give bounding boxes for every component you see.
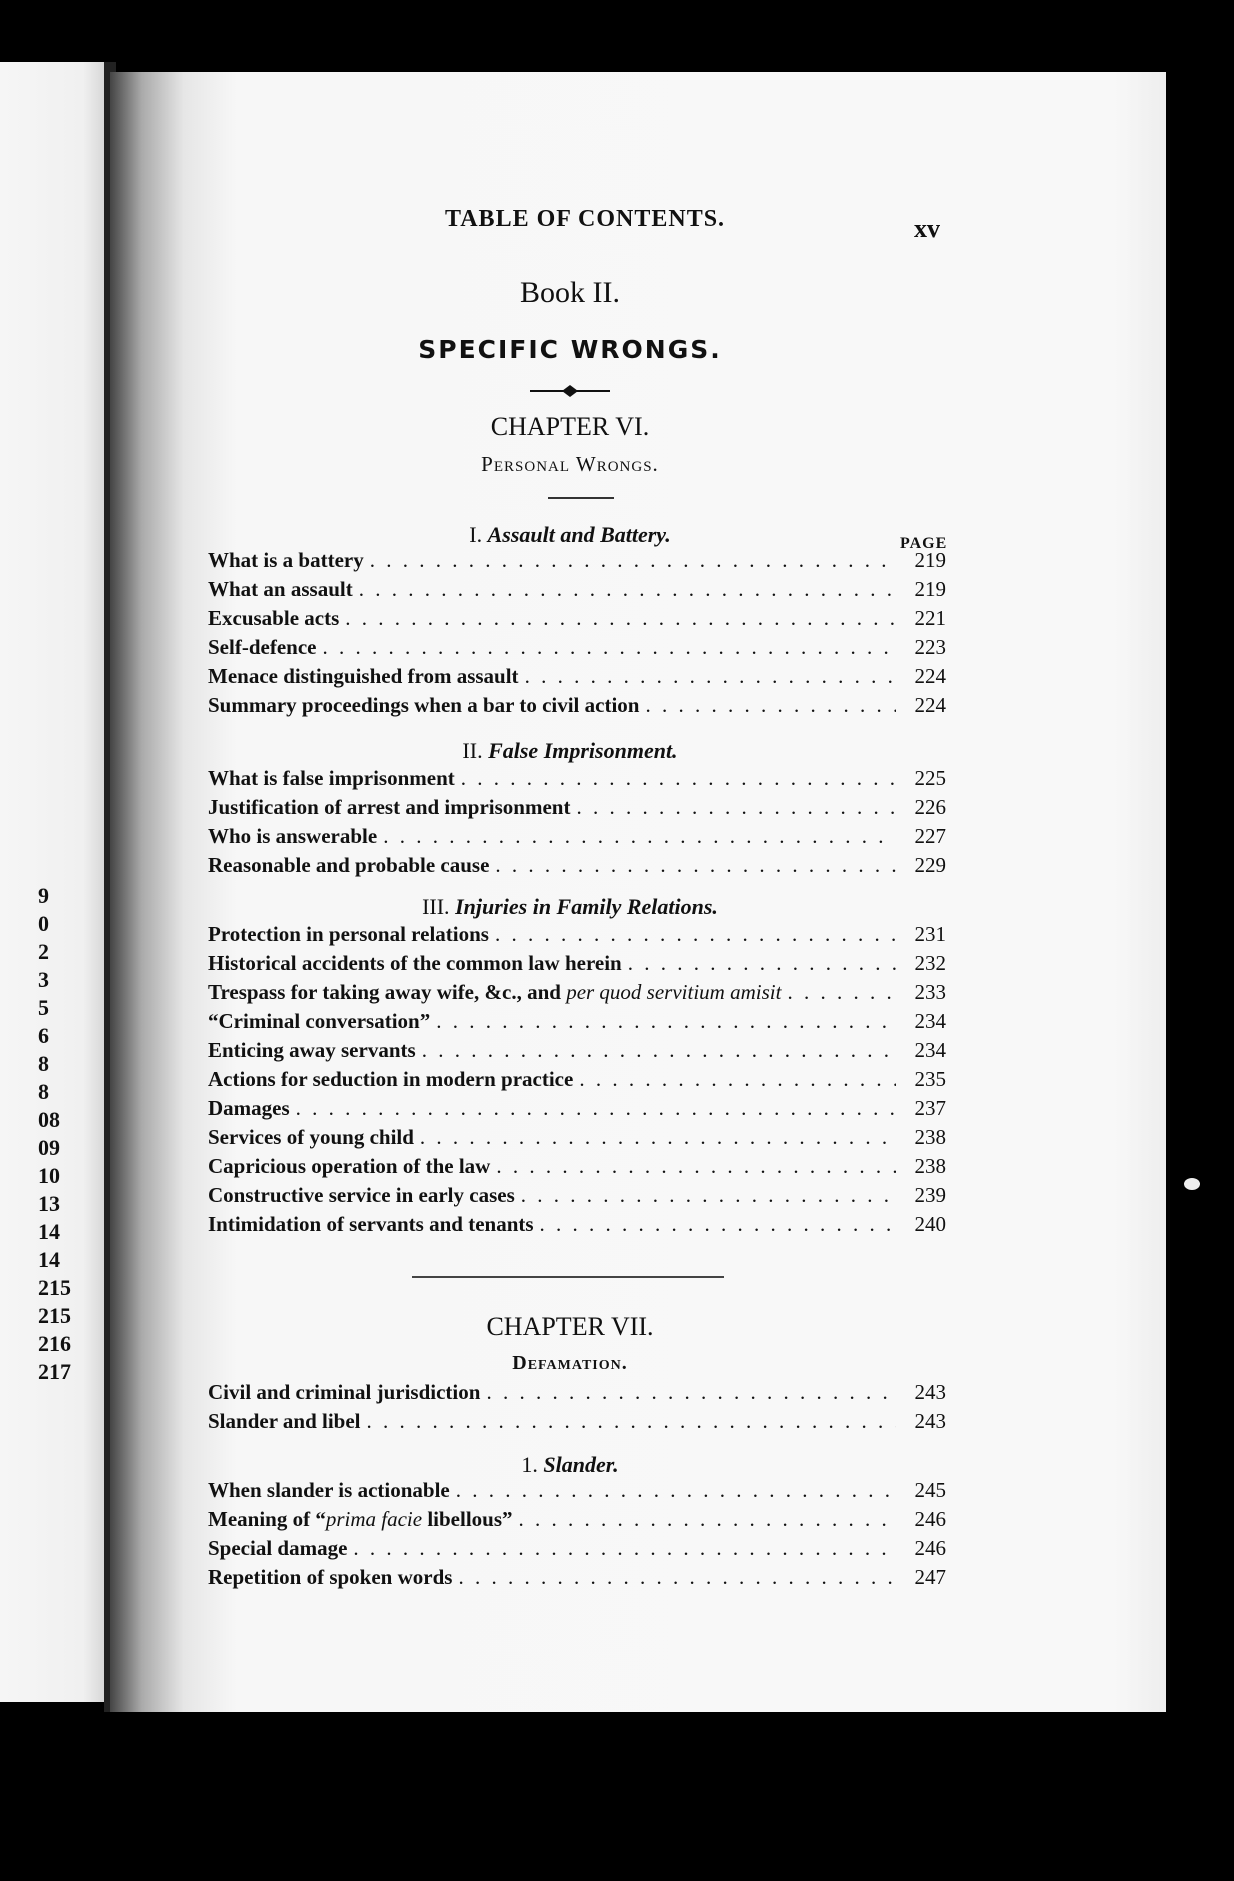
previous-page-number: 13 — [38, 1191, 60, 1216]
book-label: Book II. — [520, 276, 620, 309]
entry-list — [208, 548, 946, 722]
chapter-7-subtitle: Defamation. — [512, 1352, 628, 1374]
entry-page-number: 245 — [914, 1478, 946, 1502]
entry-label — [208, 1478, 450, 1503]
entry-page-number: 219 — [914, 548, 946, 572]
previous-page-number: 3 — [38, 967, 49, 992]
entry-latin-phrase: per quod servitium amisit — [566, 980, 782, 1004]
section-heading — [210, 1452, 930, 1478]
dot-leader — [458, 1565, 896, 1590]
dot-leader — [579, 1067, 896, 1092]
dot-leader — [787, 980, 896, 1005]
toc-entry — [208, 824, 946, 853]
previous-page-number: 6 — [38, 1023, 49, 1048]
toc-entry — [208, 1380, 946, 1409]
toc-entry — [208, 606, 946, 635]
previous-page-number: 215 — [38, 1303, 71, 1328]
entry-text: What is false imprisonment — [208, 766, 455, 790]
entry-label — [208, 766, 455, 791]
previous-page-number: 2 — [38, 939, 49, 964]
entry-label — [208, 1565, 452, 1590]
page-number: xv — [914, 214, 940, 243]
chapter-7-title: CHAPTER VII. — [486, 1312, 654, 1341]
entry-label — [208, 824, 377, 849]
entry-label — [208, 1154, 490, 1179]
section-heading — [210, 522, 930, 548]
entry-label — [208, 1096, 290, 1121]
ornament-divider — [210, 384, 930, 403]
entry-page-number: 238 — [914, 1125, 946, 1149]
entry-label — [208, 1536, 347, 1561]
previous-page-number: 215 — [38, 1275, 71, 1300]
entry-page-number: 234 — [914, 1009, 946, 1033]
toc-entry — [208, 766, 946, 795]
entry-label — [208, 1009, 430, 1034]
entry-page-number: 224 — [914, 664, 946, 688]
dot-leader — [359, 577, 896, 602]
entry-text: Menace distinguished from assault — [208, 664, 519, 688]
entry-page-number: 233 — [914, 980, 946, 1004]
entry-page-number: 227 — [914, 824, 946, 848]
entry-page-number: 221 — [914, 606, 946, 630]
toc-entry — [208, 1409, 946, 1438]
previous-page-number: 8 — [38, 1051, 49, 1076]
entry-label — [208, 980, 781, 1005]
entry-label — [208, 1380, 480, 1405]
entry-page-number: 232 — [914, 951, 946, 975]
section-heading — [210, 894, 930, 920]
entry-page-number: 235 — [914, 1067, 946, 1091]
toc-entry — [208, 1096, 946, 1125]
dot-leader — [495, 853, 896, 878]
dot-leader — [461, 766, 896, 791]
previous-page-number: 9 — [38, 883, 49, 908]
entry-page-number: 226 — [914, 795, 946, 819]
toc-entry — [208, 577, 946, 606]
toc-entry — [208, 853, 946, 882]
entry-label — [208, 606, 339, 631]
entry-text: Justification of arrest and imprisonment — [208, 795, 571, 819]
entry-label — [208, 548, 364, 573]
dot-leader — [645, 693, 896, 718]
dot-leader — [456, 1478, 896, 1503]
previous-page-numbers — [38, 882, 98, 1386]
dot-leader — [322, 635, 896, 660]
entry-page-number: 239 — [914, 1183, 946, 1207]
toc-entry — [208, 1183, 946, 1212]
entry-page-number: 238 — [914, 1154, 946, 1178]
entry-page-number: 246 — [914, 1536, 946, 1560]
dot-leader — [353, 1536, 896, 1561]
entry-text: Summary proceedings when a bar to civil action — [208, 693, 640, 717]
dot-leader — [496, 1154, 896, 1179]
entry-page-number: 243 — [914, 1380, 946, 1404]
dot-leader — [296, 1096, 896, 1121]
entry-label — [208, 853, 489, 878]
entry-page-number: 247 — [914, 1565, 946, 1589]
section-numeral: II. — [462, 738, 483, 763]
entry-page-number: 223 — [914, 635, 946, 659]
toc-entry — [208, 1154, 946, 1183]
chapter-6-title: CHAPTER VI. — [490, 412, 650, 441]
previous-page-number: 10 — [38, 1163, 60, 1188]
dot-leader — [628, 951, 896, 976]
toc-entry — [208, 1067, 946, 1096]
toc-entry — [208, 1507, 946, 1536]
toc-entry — [208, 664, 946, 693]
entry-label — [208, 1507, 513, 1532]
section-name: False Imprisonment. — [488, 738, 678, 763]
dot-leader — [383, 824, 896, 849]
entry-page-number: 219 — [914, 577, 946, 601]
entry-text: Excusable acts — [208, 606, 340, 630]
toc-entry — [208, 1212, 946, 1241]
dot-leader — [521, 1183, 896, 1208]
entry-text: Capricious operation of the law — [208, 1154, 491, 1178]
entry-text: Special damage — [208, 1536, 348, 1560]
entry-label — [208, 951, 622, 976]
page-column-label: PAGE — [900, 535, 948, 552]
section-name: Slander. — [543, 1452, 619, 1477]
entry-page-number: 237 — [914, 1096, 946, 1120]
entry-text: Constructive service in early cases — [208, 1183, 515, 1207]
entry-label — [208, 664, 519, 689]
entry-text: What is a battery — [208, 548, 364, 572]
toc-entry — [208, 795, 946, 824]
entry-list — [208, 1380, 946, 1438]
toc-entry — [208, 980, 946, 1009]
entry-text: When slander is actionable — [208, 1478, 450, 1502]
entry-text: Meaning of “ — [208, 1507, 326, 1531]
entry-label — [208, 922, 489, 947]
entry-label — [208, 795, 570, 820]
entry-text: “Criminal conversation” — [208, 1009, 431, 1033]
toc-entry — [208, 951, 946, 980]
section-numeral: I. — [469, 522, 483, 547]
entry-label — [208, 1125, 414, 1150]
short-rule — [548, 497, 614, 499]
entry-label — [208, 1212, 534, 1237]
entry-text: Actions for seduction in modern practice — [208, 1067, 574, 1091]
entry-text: Intimidation of servants and tenants — [208, 1212, 534, 1236]
entry-page-number: 240 — [914, 1212, 946, 1236]
dot-leader — [540, 1212, 896, 1237]
section-name: Assault and Battery. — [487, 522, 671, 547]
entry-label — [208, 577, 353, 602]
dot-leader — [367, 1409, 897, 1434]
entry-page-number: 229 — [914, 853, 946, 877]
toc-entry — [208, 693, 946, 722]
previous-page-number: 0 — [38, 911, 49, 936]
entry-text: Historical accidents of the common law herein — [208, 951, 622, 975]
previous-page-edge — [0, 62, 104, 1702]
previous-page-number: 14 — [38, 1219, 60, 1244]
entry-label — [208, 1409, 361, 1434]
dot-leader — [519, 1507, 896, 1532]
previous-page-number: 5 — [38, 995, 49, 1020]
entry-text: Self-defence — [208, 635, 317, 659]
entry-page-number: 243 — [914, 1409, 946, 1433]
entry-page-number: 224 — [914, 693, 946, 717]
entry-list — [208, 922, 946, 1241]
entry-list — [208, 766, 946, 882]
page-blemish — [1184, 1178, 1200, 1190]
entry-label — [208, 635, 316, 660]
section-name: Injuries in Family Relations. — [455, 894, 718, 919]
entry-label — [208, 1183, 515, 1208]
entry-page-number: 246 — [914, 1507, 946, 1531]
entry-page-number: 225 — [914, 766, 946, 790]
chapter-6-subtitle: Personal Wrongs. — [481, 452, 659, 476]
entry-text: Services of young child — [208, 1125, 414, 1149]
entry-text: What an assault — [208, 577, 353, 601]
toc-entry — [208, 922, 946, 951]
entry-text: Who is answerable — [208, 824, 378, 848]
dot-leader — [495, 922, 896, 947]
entry-text: Reasonable and probable cause — [208, 853, 490, 877]
entry-label — [208, 1067, 573, 1092]
entry-text: Protection in personal relations — [208, 922, 489, 946]
toc-entry — [208, 635, 946, 664]
entry-text: Civil and criminal jurisdiction — [208, 1380, 481, 1404]
toc-entry — [208, 1125, 946, 1154]
book-subtitle: SPECIFIC WRONGS. — [418, 335, 722, 364]
section-heading — [210, 738, 930, 764]
entry-page-number: 231 — [914, 922, 946, 946]
dot-leader — [422, 1038, 896, 1063]
entry-text: Slander and libel — [208, 1409, 361, 1433]
entry-text: Repetition of spoken words — [208, 1565, 453, 1589]
entry-text: Trespass for taking away wife, &c., and — [208, 980, 561, 1004]
toc-entry — [208, 548, 946, 577]
dot-leader — [525, 664, 896, 689]
toc-entry — [208, 1009, 946, 1038]
section-numeral: 1. — [521, 1452, 538, 1477]
entry-label — [208, 693, 639, 718]
toc-entry — [208, 1565, 946, 1594]
previous-page-number: 09 — [38, 1135, 60, 1160]
entry-text: Damages — [208, 1096, 290, 1120]
entry-text-after: libellous” — [422, 1507, 513, 1531]
dot-leader — [486, 1380, 896, 1405]
previous-page-number: 216 — [38, 1331, 71, 1356]
entry-latin-phrase: prima facie — [325, 1507, 423, 1531]
dot-leader — [436, 1009, 896, 1034]
section-numeral: III. — [422, 894, 450, 919]
dot-leader — [420, 1125, 896, 1150]
previous-page-number: 08 — [38, 1107, 60, 1132]
running-title: TABLE OF CONTENTS. — [445, 206, 726, 232]
entry-list — [208, 1478, 946, 1594]
entry-text: Enticing away servants — [208, 1038, 416, 1062]
previous-page-number: 14 — [38, 1247, 60, 1272]
dot-leader — [370, 548, 896, 573]
toc-entry — [208, 1038, 946, 1067]
entry-label — [208, 1038, 416, 1063]
toc-entry — [208, 1536, 946, 1565]
dot-leader — [576, 795, 896, 820]
diamond-rule-icon — [530, 384, 610, 398]
chapter-divider — [412, 1276, 724, 1278]
previous-page-number: 217 — [38, 1359, 71, 1384]
previous-page-number: 8 — [38, 1079, 49, 1104]
entry-page-number: 234 — [914, 1038, 946, 1062]
dot-leader — [345, 606, 896, 631]
toc-entry — [208, 1478, 946, 1507]
